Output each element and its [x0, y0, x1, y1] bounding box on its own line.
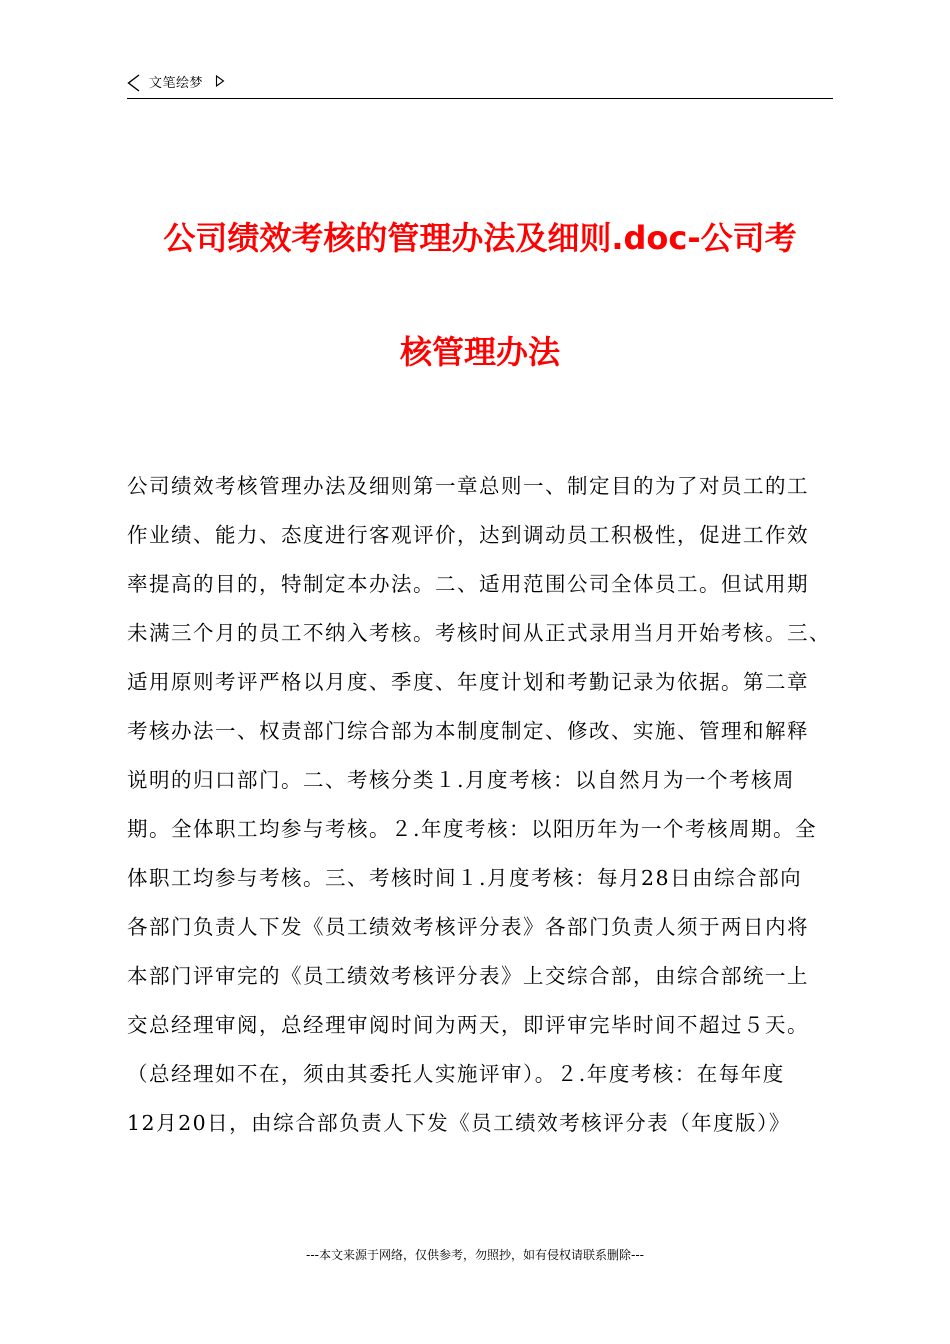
body-line: 本部门评审完的《员工绩效考核评分表》上交综合部，由综合部统一上 [127, 964, 809, 988]
body-line: 未满三个月的员工不纳入考核。考核时间从正式录用当月开始考核。三、 [127, 621, 831, 645]
body-line: 作业绩、能力、态度进行客观评价，达到调动员工积极性，促进工作效 [127, 523, 809, 547]
body-line: 期。全体职工均参与考核。２.年度考核：以阳历年为一个考核周期。全 [127, 817, 818, 841]
body-line: 考核办法一、权责部门综合部为本制度制定、修改、实施、管理和解释 [127, 719, 809, 743]
body-line: 公司绩效考核管理办法及细则第一章总则一、制定目的为了对员工的工 [127, 474, 809, 498]
body-paragraph [127, 462, 833, 1148]
footer-disclaimer: ---本文来源于网络，仅供参考，勿照抄，如有侵权请联系删除--- [306, 1248, 644, 1262]
document-title-line-1: 公司绩效考核的管理办法及细则.doc-公司考 [163, 219, 797, 257]
triangle-right-icon [215, 75, 225, 87]
body-line: 适用原则考评严格以月度、季度、年度计划和考勤记录为依据。第二章 [127, 670, 809, 694]
body-line: 体职工均参与考核。三、考核时间１.月度考核：每月28日由综合部向 [127, 866, 803, 890]
body-line: （总经理如不在，须由其委托人实施评审）。２.年度考核：在每年度 [127, 1062, 785, 1086]
document-title-line-2: 核管理办法 [399, 333, 560, 371]
body-line: 率提高的目的，特制定本办法。二、适用范围公司全体员工。但试用期 [127, 572, 809, 596]
body-line: 12月20日，由综合部负责人下发《员工绩效考核评分表（年度版）》 [127, 1111, 791, 1135]
page-header [127, 72, 833, 99]
header-brand: 文笔绘梦 [149, 76, 204, 91]
body-line: 交总经理审阅，总经理审阅时间为两天，即评审完毕时间不超过５天。 [127, 1013, 809, 1037]
triangle-left-icon [127, 74, 141, 92]
body-line: 各部门负责人下发《员工绩效考核评分表》各部门负责人须于两日内将 [127, 915, 809, 939]
body-line: 说明的归口部门。二、考核分类１.月度考核：以自然月为一个考核周 [127, 768, 796, 792]
